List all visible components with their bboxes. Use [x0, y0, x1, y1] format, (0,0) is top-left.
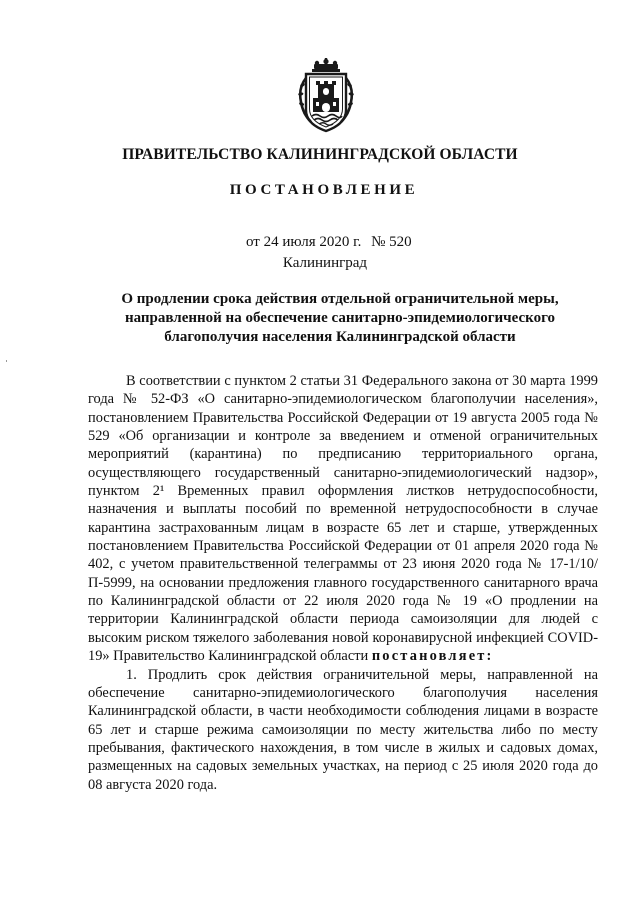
item-paragraph: 1. Продлить срок действия ограничительной меры, направленной на обеспечение санитарно-эпидемиологического благополучия населения Калининградской области, в части необходимости соблюдения лицами в возрасте 65 лет и старше режима самоизоляции по месту жительства либо по месту пребывания, фактического нахождения, в том числе в жилых и садовых домах, размещенных на садовых земельных участках, на период с 25 июля 2020 года до 08 августа 2020 года. [88, 666, 598, 793]
subject-line: направленной на обеспечение санитарно-эпидемиологического [124, 310, 556, 326]
city-name: Калининград [282, 255, 368, 271]
subject-line: О продлении срока действия отдельной ограничительной меры, [121, 291, 559, 307]
preamble-text: В соответствии с пунктом 2 статьи 31 Федерального закона от 30 марта 1999 года № 52-ФЗ «О санитарно-эпидемиологическом благополучии населения», постановлением Правительства Российской Федерации от 19 августа 2005 года № 529 «Об организации и контроле за введением и отменой ограничительных мероприятий (карантина) по предписанию территориального органа, осуществляющего государственный санитарно-эпидемиологический надзор», пунктом 2¹ Временных правил оформления листков нетрудоспособности, назначения и выплаты пособий по временной нетрудоспособности в случае карантина застрахованным лицам в возрасте 65 лет и старше, утвержденных постановлением Правительства Российской Федерации от 01 апреля 2020 года № 402, с учетом правительственной телеграммы от 23 июня 2020 года № 17-1/10/П-5999, на основании предложения главного государственного санитарного врача по Калининградской области от 22 июля 2020 года № 19 «О продлении на территории Калининградской области периода самоизоляции для людей с высоким риском тяжелого заболевания новой коронавирусной инфекцией COVID-19» Правительство Калининградской области [88, 373, 598, 665]
scan-mark [6, 360, 7, 362]
resolution-word: постановляет: [371, 648, 494, 665]
government-title: ПРАВИТЕЛЬСТВО КАЛИНИНГРАДСКОЙ ОБЛАСТИ [122, 146, 518, 163]
document-type-title: ПОСТАНОВЛЕНИЕ [229, 182, 419, 198]
subject-line: благополучия населения Калининградской области [164, 329, 516, 345]
document-number: 520 [389, 234, 412, 250]
document-subject [90, 290, 590, 347]
document-body [88, 372, 598, 794]
coat-of-arms-emblem [297, 58, 355, 134]
preamble-paragraph [88, 372, 598, 666]
date-prefix: от [246, 234, 260, 250]
document-date: 24 июля 2020 г. [263, 234, 362, 250]
number-prefix: № [371, 234, 386, 250]
document-date-number [246, 234, 412, 251]
